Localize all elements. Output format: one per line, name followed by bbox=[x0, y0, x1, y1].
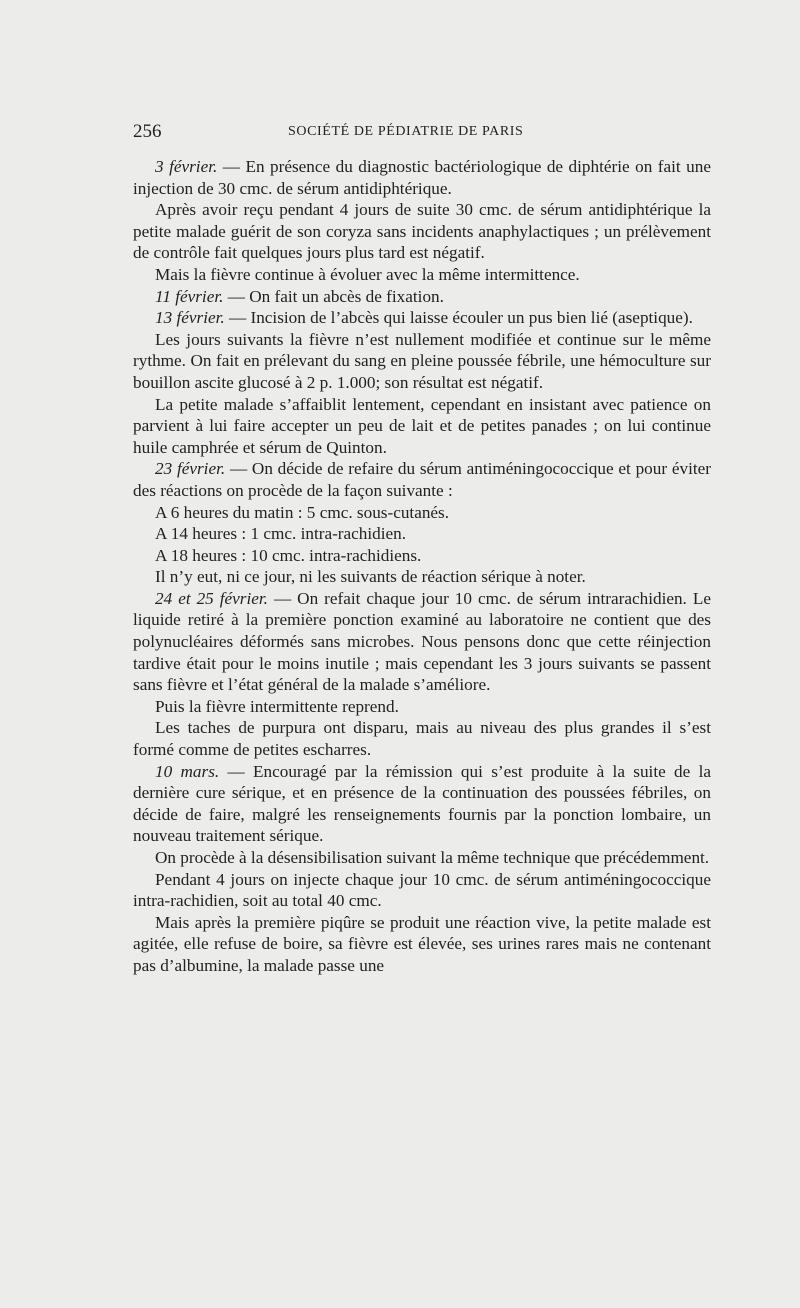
entry-date: 3 février. bbox=[155, 157, 218, 176]
paragraph-text: Après avoir reçu pendant 4 jours de suite 30 cmc. de sérum antidiphtérique la petite malade guérit de son coryza sans incidents anaphylactiques ; un prélèvement de contrôle fait quelques jours plus tard est négatif. bbox=[133, 200, 711, 263]
paragraph-text: Mais après la première piqûre se produit une réaction vive, la petite malade est agitée, elle refuse de boire, sa fièvre est élevée, ses urines rares mais ne contenant pas d’albumine, la malade passe une bbox=[133, 912, 711, 975]
running-title: SOCIÉTÉ DE PÉDIATRIE DE PARIS bbox=[288, 124, 524, 139]
paragraph bbox=[133, 566, 711, 588]
paragraph-text: Les taches de purpura ont disparu, mais au niveau des plus grandes il s’est formé comme de petites escharres. bbox=[133, 718, 711, 760]
paragraph bbox=[133, 588, 711, 696]
paragraph bbox=[133, 156, 711, 199]
paragraph-text: — On décide de refaire du sérum antiméningococcique et pour éviter des réactions on procède de la façon suivante : bbox=[133, 459, 711, 500]
paragraph bbox=[133, 696, 711, 718]
paragraph bbox=[133, 199, 711, 264]
paragraph bbox=[133, 545, 711, 567]
paragraph-text: A 18 heures : 10 cmc. intra-rachidiens. bbox=[155, 545, 422, 565]
paragraph-text: — Encouragé par la rémission qui s’est produite à la suite de la dernière cure sérique, et en présence de la continuation des poussées fébriles, on décide de faire, malgré les renseignements fournis par la ponction lombaire, un nouveau traitement sérique. bbox=[133, 761, 711, 846]
paragraph-text: Il n’y eut, ni ce jour, ni les suivants de réaction sérique à noter. bbox=[155, 567, 586, 587]
entry-date: 10 mars. bbox=[155, 761, 220, 781]
paragraph-text: — Incision de l’abcès qui laisse écouler un pus bien lié (aseptique). bbox=[224, 308, 693, 328]
paragraph bbox=[133, 869, 711, 912]
paragraph-text: A 14 heures : 1 cmc. intra-rachidien. bbox=[155, 524, 407, 544]
paragraph-text: Puis la fièvre intermittente reprend. bbox=[155, 696, 399, 716]
paragraph bbox=[133, 502, 711, 524]
paragraph bbox=[133, 717, 711, 760]
paragraph bbox=[133, 523, 711, 545]
paragraph bbox=[133, 912, 711, 977]
entry-date: 11 février. bbox=[155, 286, 224, 306]
paragraph bbox=[133, 307, 711, 329]
page-number: 256 bbox=[133, 121, 162, 142]
paragraph bbox=[133, 329, 711, 394]
paragraph-text: La petite malade s’affaiblit lentement, cependant en insistant avec patience on parvient à lui faire accepter un peu de lait et de petites panades ; on lui continue huile camphrée et sérum de Quinton. bbox=[133, 394, 711, 457]
paragraph-text: On procède à la désensibilisation suivant la même technique que précédemment. bbox=[155, 848, 710, 867]
entry-date: 23 février. bbox=[155, 459, 226, 479]
paragraph-text: — En présence du diagnostic bactériologique de diphtérie on fait une injection de 30 cmc. de sérum antidiphtérique. bbox=[133, 157, 711, 198]
paragraph-text: Les jours suivants la fièvre n’est nullement modifiée et continue sur le même rythme. On fait en prélevant du sang en pleine poussée fébrile, une hémoculture sur bouillon ascite glucosé à 2 p. 1.000; son résultat est négatif. bbox=[133, 329, 711, 392]
paragraph-text: A 6 heures du matin : 5 cmc. sous-cutanés. bbox=[155, 502, 450, 522]
paragraph-text: — On fait un abcès de fixation. bbox=[223, 286, 444, 306]
entry-date: 13 février. bbox=[155, 308, 225, 328]
body-text bbox=[133, 156, 711, 977]
paragraph bbox=[133, 286, 711, 308]
entry-date: 24 et 25 février. bbox=[155, 588, 268, 608]
paragraph bbox=[133, 458, 711, 501]
paragraph bbox=[133, 394, 711, 459]
paragraph-text: — On refait chaque jour 10 cmc. de sérum intrarachidien. Le liquide retiré à la première ponction examiné au laboratoire ne contient que des polynucléaires déformés sans microbes. Nous pensons donc que cette réinjection tardive était pour le moins inutile ; mais cependant les 3 jours suivants se passent sans fièvre et l’état général de la malade s’améliore. bbox=[133, 588, 711, 695]
paragraph bbox=[133, 264, 711, 286]
paragraph bbox=[133, 761, 711, 847]
paragraph-text: Mais la fièvre continue à évoluer avec la même intermittence. bbox=[155, 264, 580, 284]
paragraph bbox=[133, 847, 711, 869]
paragraph-text: Pendant 4 jours on injecte chaque jour 10 cmc. de sérum antiméningococcique intra-rachidien, soit au total 40 cmc. bbox=[133, 869, 711, 911]
page-header bbox=[133, 121, 711, 143]
